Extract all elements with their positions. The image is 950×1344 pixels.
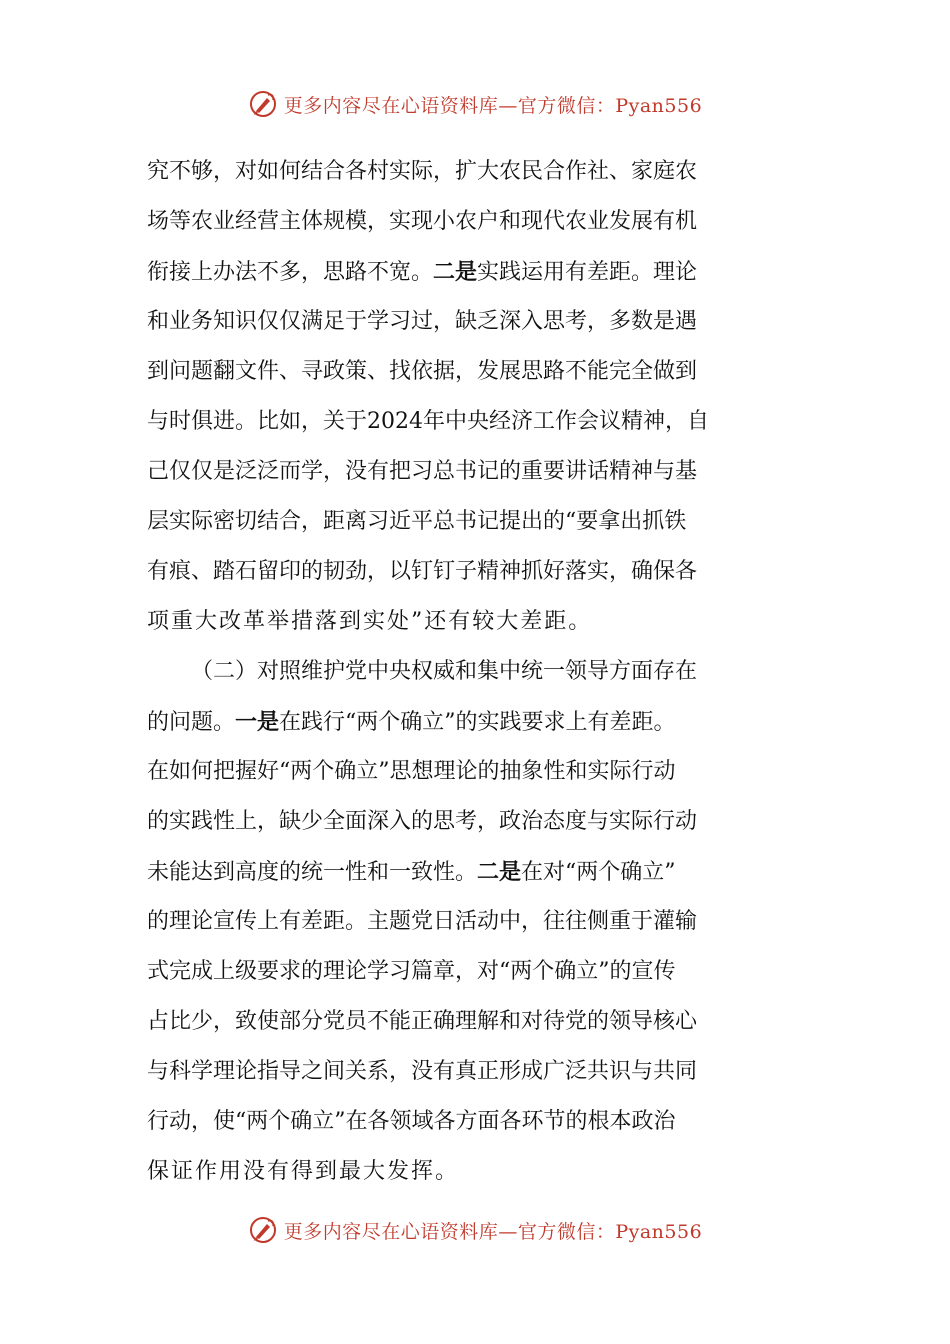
text-line: 和业务知识仅仅满足于学习过，缺乏深入思考，多数是遇	[147, 309, 698, 334]
header-brand-text: 更多内容尽在心语资料库—官方微信：Pyan556	[283, 94, 703, 117]
text-line: 到问题翻文件、寻政策、找依据，发展思路不能完全做到	[147, 359, 698, 384]
text-line: 的问题。一是在践行“两个确立”的实践要求上有差距。	[147, 709, 676, 735]
text-line: 的实践性上，缺少全面深入的思考，政治态度与实际行动	[147, 809, 698, 834]
text-line: 场等农业经营主体规模，实现小农户和现代农业发展有机	[147, 209, 698, 234]
text-line: 衔接上办法不多，思路不宽。二是实践运用有差距。理论	[147, 259, 698, 285]
section-heading-line: （二）对照维护党中央权威和集中统一领导方面存在	[191, 659, 698, 684]
pen-nib-logo-icon	[248, 89, 278, 119]
text-line: 与科学理论指导之间关系，没有真正形成广泛共识与共同	[147, 1059, 698, 1084]
text-line: 层实际密切结合，距离习近平总书记提出的“要拿出抓铁	[147, 509, 687, 534]
text-line: 在如何把握好“两个确立”思想理论的抽象性和实际行动	[147, 759, 676, 784]
footer-brand-text: 更多内容尽在心语资料库—官方微信：Pyan556	[283, 1220, 703, 1243]
text-line: 己仅仅是泛泛而学，没有把习总书记的重要讲话精神与基	[147, 459, 698, 484]
header-banner	[0, 84, 950, 124]
text-line: 行动，使“两个确立”在各领域各方面各环节的根本政治	[147, 1109, 676, 1134]
text-line: 与时俱进。比如，关于2024年中央经济工作会议精神，自	[147, 409, 709, 434]
text-line: 有痕、踏石留印的韧劲，以钉钉子精神抓好落实，确保各	[147, 559, 698, 584]
text-line: 占比少，致使部分党员不能正确理解和对待党的领导核心	[147, 1009, 698, 1034]
text-line: 的理论宣传上有差距。主题党日活动中，往往侧重于灌输	[147, 909, 698, 934]
text-line: 未能达到高度的统一性和一致性。二是在对“两个确立”	[147, 859, 676, 885]
document-body	[147, 147, 803, 1197]
text-line: 究不够，对如何结合各村实际，扩大农民合作社、家庭农	[147, 159, 698, 184]
pen-nib-logo-icon	[248, 1215, 278, 1245]
text-line: 保证作用没有得到最大发挥。	[147, 1159, 460, 1184]
text-line: 式完成上级要求的理论学习篇章，对“两个确立”的宣传	[147, 959, 676, 984]
text-line: 项重大改革举措落到实处”还有较大差距。	[147, 609, 593, 634]
footer-banner	[0, 1210, 950, 1250]
